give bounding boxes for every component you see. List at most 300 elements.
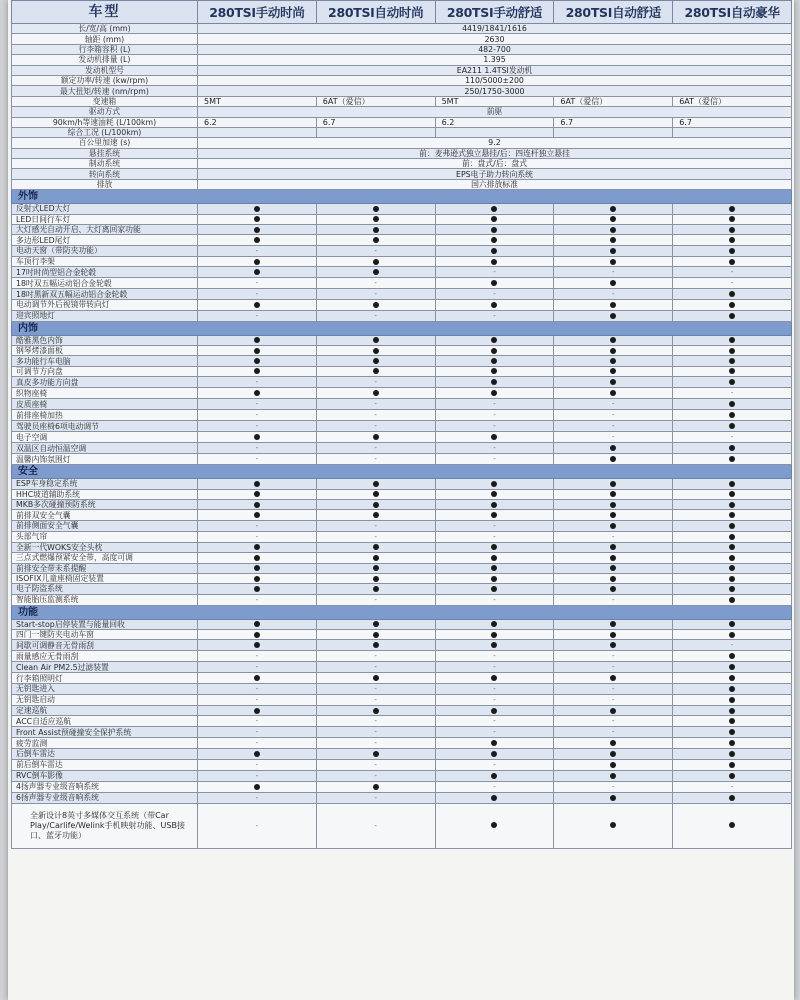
standard-dot-icon [254,368,260,374]
spec-row [12,55,792,65]
feature-availability-cell [435,792,554,803]
not-available-dash: - [612,422,615,431]
feature-label: 17吋时尚型铝合金轮毂 [12,267,198,278]
standard-dot-icon [373,259,379,265]
spec-table [11,0,792,849]
feature-availability-cell [554,489,673,499]
feature-availability-cell [435,310,554,321]
not-available-dash: - [493,760,496,769]
feature-availability-cell [554,454,673,465]
standard-dot-icon [491,632,497,638]
spec-value: 国六排放标准 [198,179,792,189]
standard-dot-icon [610,456,616,462]
feature-availability-cell [316,204,435,214]
feature-label: LED日间行车灯 [12,214,198,224]
feature-availability-cell [554,770,673,781]
spec-row [12,179,792,189]
feature-label: 头部气帘 [12,531,198,542]
feature-availability-cell [316,531,435,542]
not-available-dash: - [374,422,377,431]
feature-availability-cell [435,563,554,573]
spec-value: 5MT [435,96,554,106]
feature-row [12,225,792,235]
feature-availability-cell [316,651,435,662]
standard-dot-icon [491,358,497,364]
feature-availability-cell [673,256,792,266]
feature-row [12,245,792,256]
spec-label: 发动机排量 (L) [12,55,198,65]
feature-label: 多功能行车电脑 [12,356,198,366]
feature-row [12,388,792,399]
standard-dot-icon [729,675,735,681]
feature-label: 酷雅黑色内饰 [12,335,198,345]
spec-row [12,159,792,169]
feature-availability-cell [673,683,792,694]
not-available-dash: - [374,717,377,726]
feature-availability-cell [316,584,435,594]
feature-availability-cell [316,716,435,727]
feature-label: 定速巡航 [12,705,198,715]
not-available-dash: - [255,444,259,453]
standard-dot-icon [610,227,616,233]
standard-dot-icon [610,280,616,286]
feature-availability-cell [435,683,554,694]
standard-dot-icon [373,227,379,233]
standard-dot-icon [729,773,735,779]
not-available-dash: - [612,595,615,604]
standard-dot-icon [491,237,497,243]
feature-availability-cell [198,214,317,224]
standard-dot-icon [373,708,379,714]
standard-dot-icon [254,237,260,243]
standard-dot-icon [729,216,735,222]
feature-availability-cell [316,356,435,366]
feature-availability-cell [554,662,673,673]
standard-dot-icon [610,259,616,265]
feature-availability-cell [554,479,673,489]
spec-row [12,107,792,117]
standard-dot-icon [491,822,497,828]
not-available-dash: - [730,279,734,288]
standard-dot-icon [373,358,379,364]
feature-availability-cell [198,619,317,629]
feature-availability-cell [316,727,435,738]
standard-dot-icon [254,576,260,582]
feature-availability-cell [198,366,317,376]
feature-availability-cell [316,310,435,321]
feature-availability-cell [198,716,317,727]
not-available-dash: - [255,695,259,704]
standard-dot-icon [729,368,735,374]
feature-label: Front Assist预碰撞安全保护系统 [12,727,198,738]
standard-dot-icon [373,586,379,592]
feature-availability-cell [198,694,317,705]
standard-dot-icon [729,576,735,582]
feature-availability-cell [198,749,317,759]
not-available-dash: - [612,433,615,442]
feature-availability-cell [316,630,435,640]
not-available-dash: - [612,717,615,726]
feature-label: 全新一代WOKS安全头枕 [12,542,198,552]
not-available-dash: - [255,793,259,802]
standard-dot-icon [610,544,616,550]
standard-dot-icon [729,586,735,592]
feature-availability-cell [316,410,435,421]
feature-availability-cell [554,563,673,573]
feature-availability-cell [673,245,792,256]
feature-availability-cell [198,245,317,256]
feature-row [12,651,792,662]
not-available-dash: - [255,246,259,255]
not-available-dash: - [730,389,734,398]
feature-row [12,432,792,443]
standard-dot-icon [729,259,735,265]
feature-availability-cell [435,388,554,399]
feature-label: RVC倒车影像 [12,770,198,781]
standard-dot-icon [373,502,379,508]
feature-availability-cell [673,759,792,770]
not-available-dash: - [612,411,615,420]
feature-availability-cell [198,432,317,443]
feature-availability-cell [316,640,435,651]
not-available-dash: - [374,684,377,693]
feature-availability-cell [435,640,554,651]
feature-label: 前排双安全气囊 [12,510,198,520]
standard-dot-icon [373,642,379,648]
feature-availability-cell [316,510,435,520]
standard-dot-icon [610,751,616,757]
spec-value: 4419/1841/1616 [198,24,792,34]
feature-availability-cell [198,499,317,509]
standard-dot-icon [729,456,735,462]
feature-availability-cell [316,421,435,432]
feature-availability-cell [435,738,554,749]
not-available-dash: - [493,444,496,453]
spec-label: 额定功率/转速 (kw/rpm) [12,75,198,85]
feature-availability-cell [198,278,317,289]
standard-dot-icon [254,632,260,638]
standard-dot-icon [610,523,616,529]
feature-availability-cell [554,640,673,651]
not-available-dash: - [374,739,377,748]
feature-availability-cell [554,377,673,388]
standard-dot-icon [254,502,260,508]
standard-dot-icon [373,632,379,638]
feature-label: 前后倒车雷达 [12,759,198,770]
feature-availability-cell [554,267,673,278]
feature-availability-cell [673,489,792,499]
not-available-dash: - [493,728,496,737]
feature-label: 行李箱照明灯 [12,673,198,683]
spec-value: 1.395 [198,55,792,65]
feature-availability-cell [198,421,317,432]
feature-availability-cell [435,335,554,345]
standard-dot-icon [610,368,616,374]
feature-availability-cell [316,662,435,673]
feature-availability-cell [316,770,435,781]
not-available-dash: - [255,311,259,320]
feature-availability-cell [316,366,435,376]
feature-row [12,410,792,421]
standard-dot-icon [610,773,616,779]
feature-availability-cell [435,489,554,499]
model-column-header: 280TSI手动时尚 [198,1,317,24]
spec-value [554,127,673,137]
spec-row [12,65,792,75]
feature-row [12,619,792,629]
standard-dot-icon [610,762,616,768]
standard-dot-icon [373,784,379,790]
feature-label: ISOFIX儿童座椅固定装置 [12,573,198,583]
not-available-dash: - [374,695,377,704]
spec-value: 9.2 [198,138,792,148]
feature-label: 18吋双五幅运动铝合金轮毂 [12,278,198,289]
feature-availability-cell [673,335,792,345]
standard-dot-icon [729,555,735,561]
standard-dot-icon [729,597,735,603]
standard-dot-icon [491,259,497,265]
standard-dot-icon [491,576,497,582]
feature-label: 6扬声器专业级音响系统 [12,792,198,803]
standard-dot-icon [373,565,379,571]
feature-availability-cell [435,619,554,629]
feature-row [12,727,792,738]
feature-row [12,630,792,640]
standard-dot-icon [491,621,497,627]
feature-availability-cell [316,749,435,759]
standard-dot-icon [610,822,616,828]
standard-dot-icon [610,491,616,497]
feature-availability-cell [554,803,673,848]
standard-dot-icon [491,280,497,286]
feature-row [12,759,792,770]
feature-availability-cell [198,531,317,542]
feature-availability-cell [435,705,554,715]
feature-availability-cell [198,443,317,454]
not-available-dash: - [493,422,496,431]
standard-dot-icon [254,621,260,627]
standard-dot-icon [610,795,616,801]
standard-dot-icon [491,642,497,648]
section-header [12,605,792,619]
feature-label: Clean Air PM2.5过滤装置 [12,662,198,673]
standard-dot-icon [491,675,497,681]
standard-dot-icon [610,348,616,354]
not-available-dash: - [374,400,377,409]
standard-dot-icon [610,565,616,571]
feature-availability-cell [198,454,317,465]
feature-availability-cell [198,225,317,235]
spec-label: 制动系统 [12,159,198,169]
feature-availability-cell [554,225,673,235]
standard-dot-icon [491,368,497,374]
standard-dot-icon [254,784,260,790]
feature-label: 温馨内饰氛围灯 [12,454,198,465]
feature-availability-cell [673,792,792,803]
feature-availability-cell [198,256,317,266]
feature-availability-cell [435,421,554,432]
feature-label: 无钥匙进入 [12,683,198,694]
feature-availability-cell [673,749,792,759]
feature-availability-cell [435,356,554,366]
feature-availability-cell [316,377,435,388]
feature-availability-cell [435,214,554,224]
standard-dot-icon [491,248,497,254]
section-header [12,321,792,335]
feature-availability-cell [673,499,792,509]
standard-dot-icon [491,544,497,550]
spec-label: 长/宽/高 (mm) [12,24,198,34]
standard-dot-icon [729,523,735,529]
feature-row [12,694,792,705]
standard-dot-icon [729,740,735,746]
feature-availability-cell [316,792,435,803]
standard-dot-icon [491,512,497,518]
feature-availability-cell [554,573,673,583]
standard-dot-icon [491,216,497,222]
section-title: 功能 [12,605,792,619]
spec-row [12,148,792,158]
feature-availability-cell [198,651,317,662]
feature-label: 间歇可调静音无骨雨刮 [12,640,198,651]
standard-dot-icon [373,751,379,757]
standard-dot-icon [729,512,735,518]
standard-dot-icon [491,751,497,757]
feature-label: 4扬声器专业级音响系统 [12,781,198,792]
feature-label: 钢琴烤漆面板 [12,345,198,355]
standard-dot-icon [729,237,735,243]
model-column-header: 280TSI手动舒适 [435,1,554,24]
feature-availability-cell [554,705,673,715]
spec-value: 6AT（爱信） [673,96,792,106]
feature-availability-cell [198,520,317,531]
spec-value [198,127,317,137]
feature-availability-cell [673,803,792,848]
spec-label: 驱动方式 [12,107,198,117]
feature-availability-cell [673,204,792,214]
standard-dot-icon [729,822,735,828]
spec-value [316,127,435,137]
standard-dot-icon [729,445,735,451]
feature-label: 无钥匙启动 [12,694,198,705]
feature-label: 全新设计8英寸多媒体交互系统（带Car Play/Carlife/Welink手机映射功能、USB接口、蓝牙功能） [12,803,198,848]
feature-row [12,803,792,848]
spec-value: 5MT [198,96,317,106]
feature-availability-cell [198,410,317,421]
feature-row [12,499,792,509]
spec-value: 6.2 [435,117,554,127]
feature-availability-cell [316,245,435,256]
feature-availability-cell [316,803,435,848]
section-header [12,465,792,479]
feature-availability-cell [198,310,317,321]
standard-dot-icon [491,586,497,592]
standard-dot-icon [254,512,260,518]
standard-dot-icon [610,632,616,638]
feature-availability-cell [673,705,792,715]
feature-availability-cell [673,573,792,583]
not-available-dash: - [255,422,259,431]
not-available-dash: - [255,663,259,672]
feature-row [12,683,792,694]
not-available-dash: - [493,695,496,704]
feature-availability-cell [198,803,317,848]
not-available-dash: - [493,684,496,693]
spec-label: 最大扭矩/转速 (nm/rpm) [12,86,198,96]
feature-row [12,510,792,520]
not-available-dash: - [493,290,496,299]
feature-availability-cell [198,356,317,366]
feature-availability-cell [435,479,554,489]
feature-availability-cell [554,792,673,803]
feature-row [12,662,792,673]
feature-availability-cell [316,335,435,345]
feature-availability-cell [198,727,317,738]
feature-availability-cell [554,759,673,770]
feature-label: 车顶行李架 [12,256,198,266]
not-available-dash: - [255,378,259,387]
feature-label: 可调节方向盘 [12,366,198,376]
spec-value: 6AT（爱信） [554,96,673,106]
feature-availability-cell [435,662,554,673]
feature-availability-cell [435,630,554,640]
standard-dot-icon [729,227,735,233]
standard-dot-icon [373,237,379,243]
feature-availability-cell [554,388,673,399]
spec-row [12,127,792,137]
spec-row [12,117,792,127]
standard-dot-icon [373,348,379,354]
standard-dot-icon [610,481,616,487]
feature-availability-cell [198,573,317,583]
feature-availability-cell [316,573,435,583]
feature-availability-cell [198,289,317,300]
feature-label: 皮质座椅 [12,399,198,410]
feature-row [12,781,792,792]
section-header [12,190,792,204]
not-available-dash: - [612,782,615,791]
feature-label: 电子空调 [12,432,198,443]
spec-row [12,169,792,179]
feature-availability-cell [198,489,317,499]
feature-availability-cell [198,300,317,310]
feature-availability-cell [673,377,792,388]
feature-label: 反射式LED大灯 [12,204,198,214]
spec-row [12,44,792,54]
feature-row [12,421,792,432]
standard-dot-icon [610,216,616,222]
standard-dot-icon [254,586,260,592]
spec-label: 悬挂系统 [12,148,198,158]
standard-dot-icon [491,481,497,487]
standard-dot-icon [729,412,735,418]
feature-label: ACC自适应巡航 [12,716,198,727]
standard-dot-icon [254,491,260,497]
feature-availability-cell [673,432,792,443]
feature-row [12,489,792,499]
not-available-dash: - [255,821,259,830]
feature-availability-cell [435,410,554,421]
standard-dot-icon [491,206,497,212]
not-available-dash: - [374,279,377,288]
feature-label: 真皮多功能方向盘 [12,377,198,388]
feature-availability-cell [554,399,673,410]
not-available-dash: - [255,684,259,693]
standard-dot-icon [254,348,260,354]
feature-availability-cell [673,410,792,421]
feature-row [12,310,792,321]
not-available-dash: - [374,652,377,661]
